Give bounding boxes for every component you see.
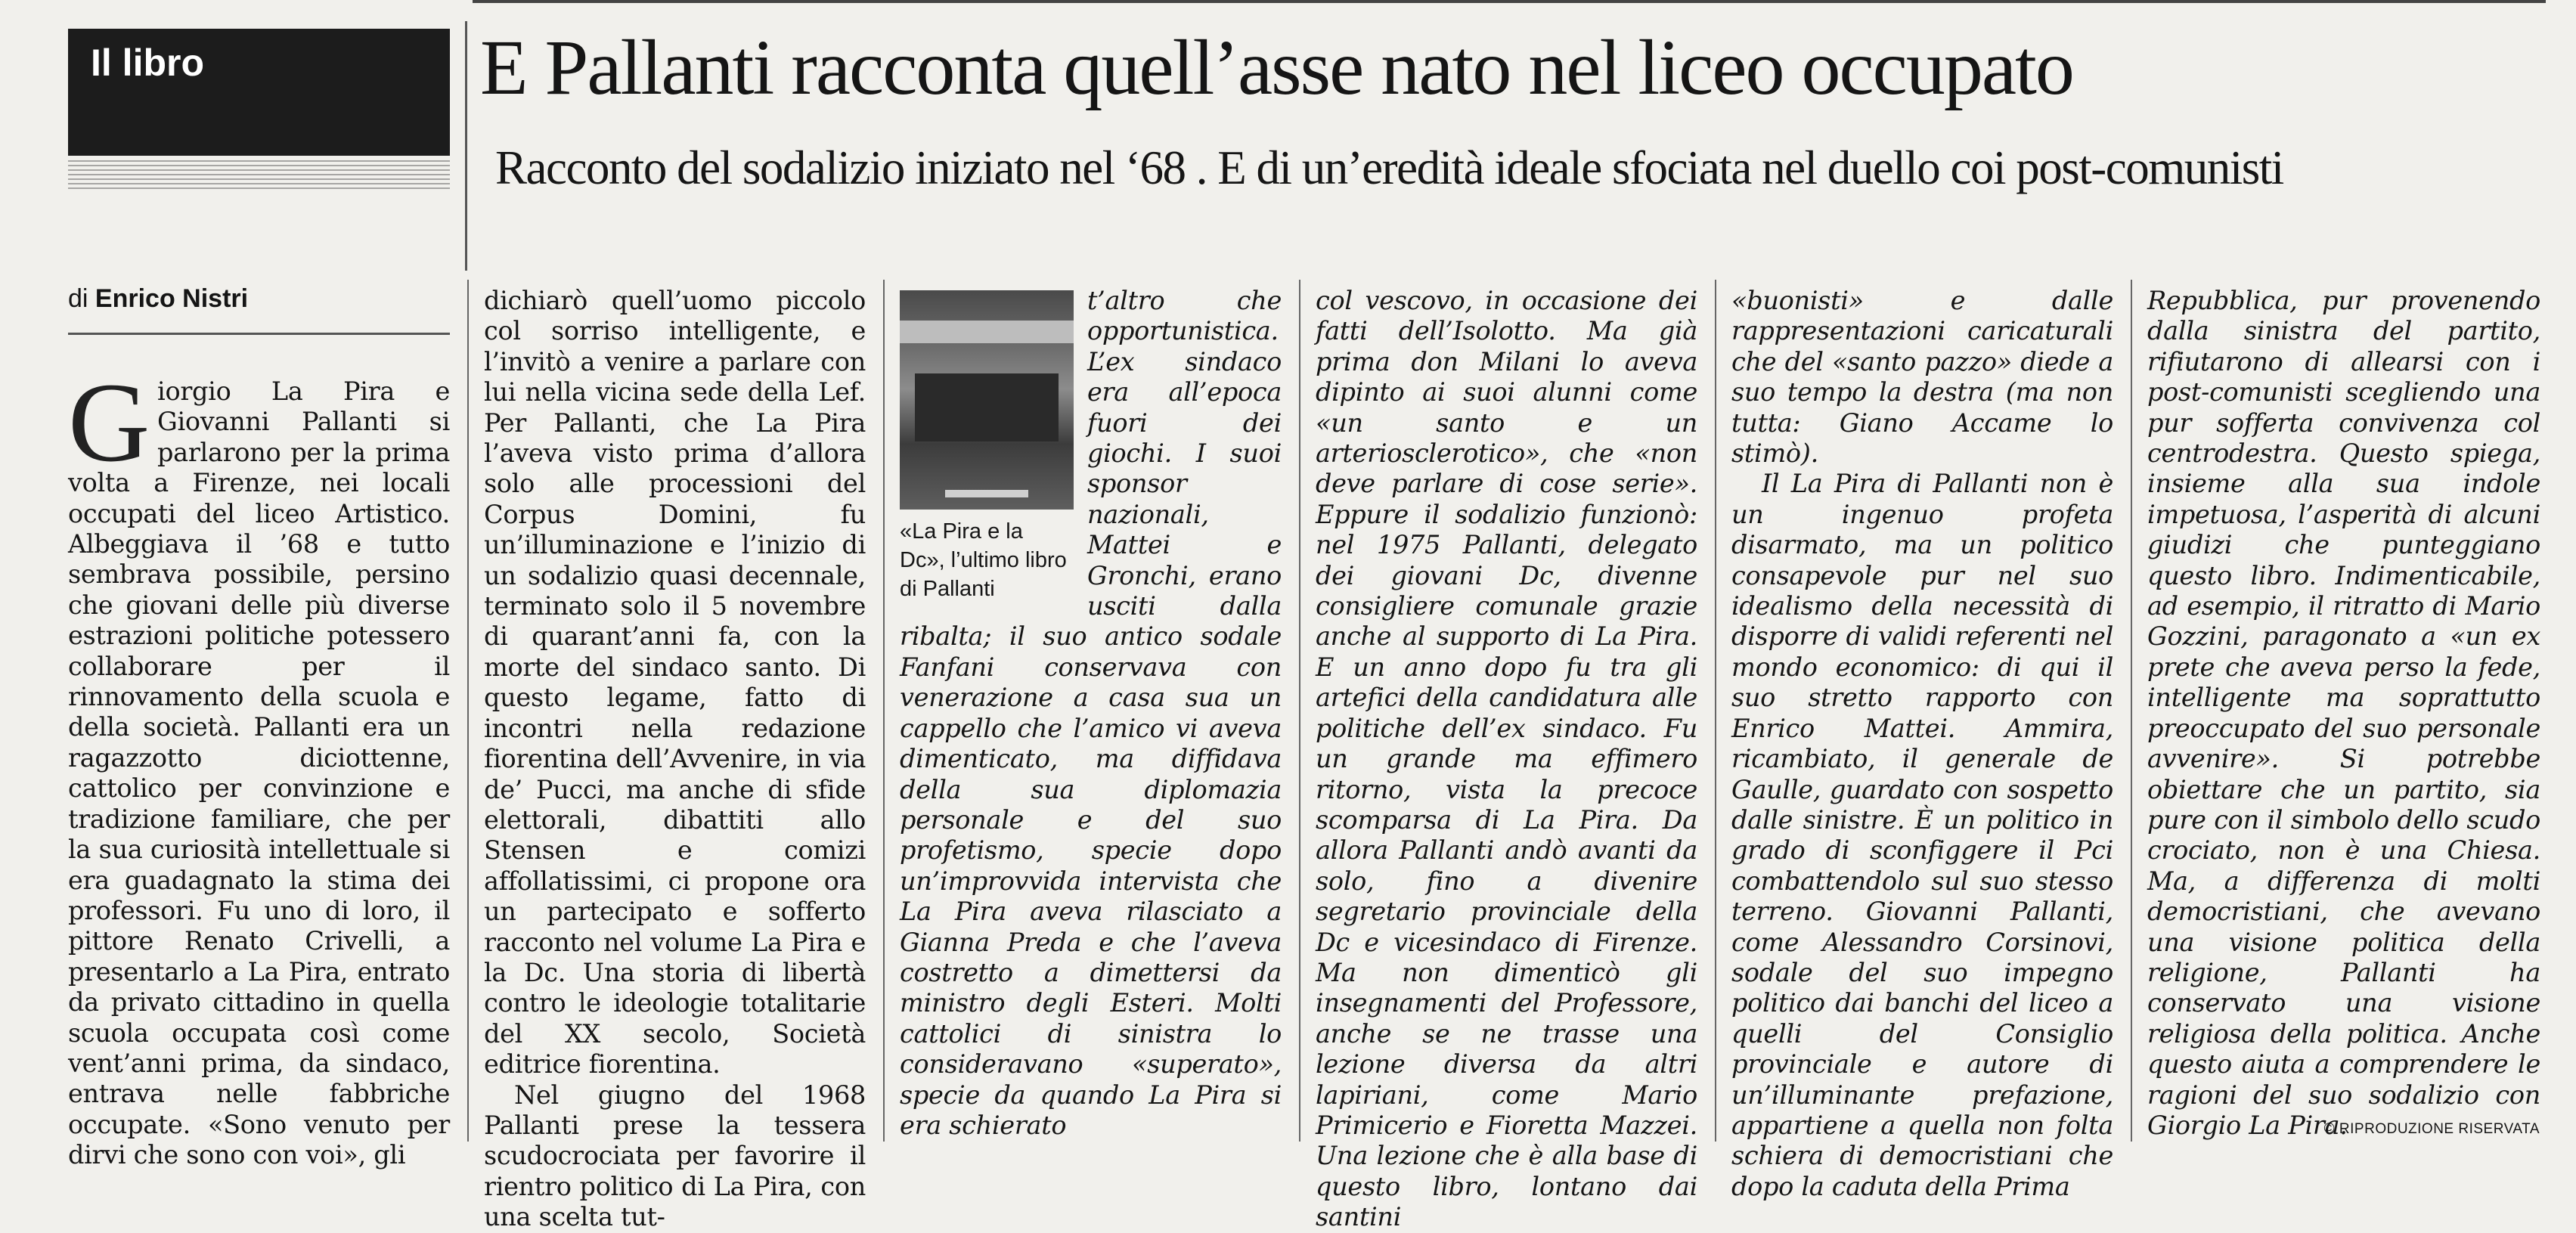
paragraph: t’altro che opportunistica. L’ex sindaco era all’epoca fuori dei giochi. I suoi sponsor nazionali, Mattei e Gronchi, erano usciti dalla ribalta; il suo antico sodale Fanfani conservava con venerazione a casa sua un cappello che l’amico vi aveva dimenticato, ma diffidava della sua diplomazia personale e del suo profetismo, specie dopo un’improvvida intervista che La Pira aveva rilasciato a Gianna Preda e che l’aveva costretto a dimettersi da ministro degli Esteri. Molti cattolici di sinistra lo consideravano «superato», specie da quando La Pira si era schierato [900, 286, 1282, 1140]
top-rule [473, 0, 2546, 3]
book-cover-photo [915, 373, 1059, 441]
headline-divider [465, 21, 467, 271]
column-divider [1299, 280, 1300, 1142]
article-column-6 [2147, 286, 2540, 1140]
byline-rule [68, 333, 450, 335]
byline-prefix: di [68, 284, 88, 313]
section-label: Il libro [91, 42, 204, 84]
subheadline: Racconto del sodalizio iniziato nel ‘68 . E di un’eredità ideale sfociata nel duello coi post-comunisti [495, 141, 2283, 194]
article-column-2 [484, 286, 866, 1232]
article-column-1 [68, 360, 450, 1170]
article-column-3 [900, 286, 1282, 1140]
paragraph: Nel giugno del 1968 Pallanti prese la tessera scudocrociata per favorire il rientro politico di La Pira, con una scelta tut- [484, 1080, 866, 1232]
column-divider [467, 280, 469, 1142]
column-divider [1715, 280, 1716, 1142]
headline: E Pallanti racconta quell’asse nato nel liceo occupato [480, 24, 2073, 111]
article-column-4 [1316, 286, 1697, 1232]
paragraph-text: iorgio La Pira e Giovanni Pallanti si parlarono per la prima volta a Firenze, nei locali occupati del liceo Artistico. Albeggiava il ’68 e tutto sembrava possibile, persino che giovani delle più diverse estrazioni politiche potessero collaborare per il rinnovamento della scuola e della società. Pallanti era un ragazzotto diciottenne, cattolico per convinzione e tradizione familiare, che per la sua curiosità intellettuale si era guadagnato la stima dei professori. Fu uno di loro, il pittore Renato Crivelli, a presentarlo a La Pira, entrato da privato cittadino in quella scuola occupata così come vent’anni prima, da sindaco, entrava nelle fabbriche occupate. «Sono venuto per dirvi che sono con voi», gli [68, 376, 450, 1170]
paragraph [68, 360, 450, 1171]
book-cover-image [900, 290, 1074, 510]
byline-author: Enrico Nistri [95, 284, 249, 313]
column-divider [883, 280, 885, 1142]
paragraph: «buonisti» e dalle rappresentazioni caricaturali che del «santo pazzo» diede a suo tempo la destra (ma non tutta: Giano Accame lo stimò). [1731, 286, 2113, 469]
book-cover-publisher-mark [945, 490, 1028, 497]
book-cover-title-band [900, 321, 1074, 343]
paragraph: dichiarò quell’uomo piccolo col sorriso intelligente, e l’invitò a venire a parlare con lui nella vicina sede della Lef. Per Pallanti, che La Pira l’aveva visto prima d’allora solo alle processioni del Corpus Domini, fu un’illuminazione e l’inizio di un sodalizio quasi decennale, terminato solo il 5 novembre di quarant’anni fa, con la morte del sindaco santo. Di questo legame, fatto di incontri nella redazione fiorentina dell’Avvenire, in via de’ Pucci, ma anche di sfide elettorali, dibattiti allo Stensen e comizi affollatissimi, ci propone ora un partecipato e sofferto racconto nel volume La Pira e la Dc. Una storia di libertà contro le ideologie totalitarie del XX secolo, Società editrice fiorentina. [484, 286, 866, 1080]
paragraph: Il La Pira di Pallanti non è un ingenuo profeta disarmato, ma un politico consapevole pur nel suo idealismo della necessità di disporre di validi referenti nel mondo economico: di qui il suo stretto rapporto con Enrico Mattei. Ammira, ricambiato, il generale de Gaulle, guardato con sospetto dalle sinistre. È un politico in grado di sconfiggere il Pci combattendolo sul suo stesso terreno. Giovanni Pallanti, come Alessandro Corsinovi, sodale del suo impegno politico dai banchi del liceo a quelli del Consiglio provinciale e autore di un’illuminante prefazione, appartiene a quella non folta schiera di democristiani che dopo la caduta della Prima [1731, 469, 2113, 1201]
copyright-notice: © RIPRODUZIONE RISERVATA [2323, 1121, 2540, 1137]
paragraph: col vescovo, in occasione dei fatti dell’Isolotto. Ma già prima don Milani lo aveva dipinto ai suoi alunni come «un santo e un arteriosclerotico», che «non deve parlare di cose serie». Eppure il sodalizio funzionò: nel 1975 Pallanti, delegato dei giovani Dc, divenne consigliere comunale grazie anche al supporto di La Pira. E un anno dopo fu tra gli artefici della candidatura alle politiche dell’ex sindaco. Fu un grande ma effimero ritorno, vista la precoce scomparsa di La Pira. Da allora Pallanti andò avanti da solo, fino a divenire segretario provinciale della Dc e vicesindaco di Firenze. Ma non dimenticò gli insegnamenti del Professore, anche se ne trasse una lezione diversa da altri lapiriani, come Mario Primicerio e Fioretta Mazzei. Una lezione che è alla base di questo libro, lontano dai santini [1316, 286, 1697, 1232]
section-label-decoration [68, 160, 450, 191]
byline [68, 284, 450, 314]
paragraph: Repubblica, pur provenendo dalla sinistra del partito, rifiutarono di allearsi con i post-comunisti scegliendo una pur sofferta convivenza col centrodestra. Questo spiega, insieme alla sua indole impetuosa, l’asperità di alcuni giudizi che punteggiano questo libro. Indimenticabile, ad esempio, il ritratto di Mario Gozzini, paragonato a «un ex prete che aveva perso la fede, intelligente ma soprattutto preoccupato del suo personale avvenire». Si potrebbe obiettare che un partito, sia pure con il simbolo dello scudo crociato, non è una Chiesa. Ma, a differenza di molti democristiani, che avevano una visione politica della religione, Pallanti ha conservato una visione religiosa della politica. Anche questo aiuta a comprendere le ragioni del suo sodalizio con Giorgio La Pira. [2147, 286, 2540, 1140]
article-column-5 [1731, 286, 2113, 1201]
dropcap: G [68, 360, 150, 485]
column-divider [2131, 280, 2132, 1142]
section-label-box [68, 29, 450, 156]
image-caption: «La Pira e la Dc», l’ultimo libro di Pallanti [900, 519, 1067, 601]
